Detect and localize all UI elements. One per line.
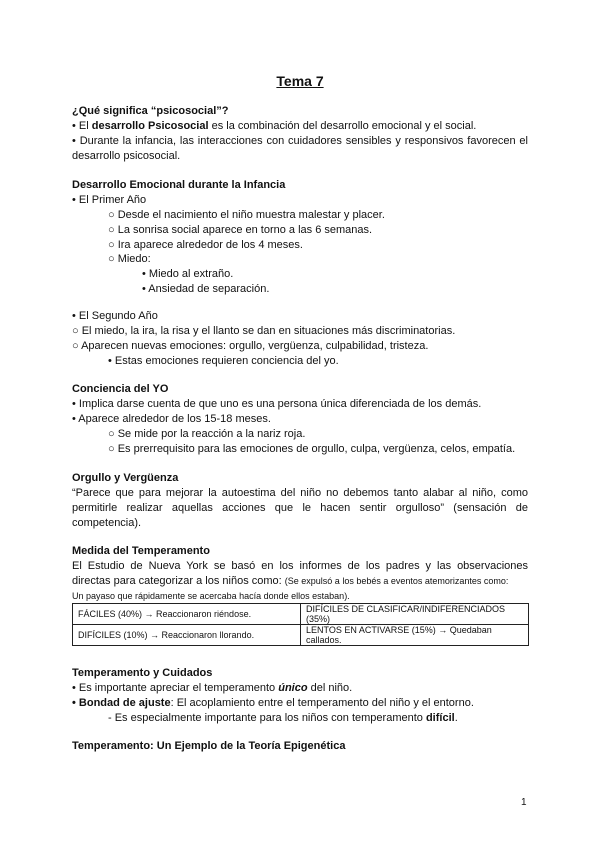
text: • El bbox=[72, 120, 92, 132]
bullet-line: • Durante la infancia, las interacciones con cuidadores sensibles y responsivos favorecen el bbox=[72, 135, 528, 147]
bullet-line bbox=[72, 696, 474, 710]
section-heading: Temperamento: Un Ejemplo de la Teoría Epigenética bbox=[72, 740, 346, 752]
table-cell: LENTOS EN ACTIVARSE (15%) → Quedaban callados. bbox=[301, 625, 529, 646]
bold-term: desarrollo Psicosocial bbox=[91, 120, 209, 132]
text-line bbox=[72, 574, 508, 588]
list-item: ○ Es prerrequisito para las emociones de orgullo, culpa, vergüenza, celos, empatía. bbox=[108, 443, 516, 455]
text: directas para categorizar a los niños como: bbox=[72, 575, 285, 587]
text-line: desarrollo psicosocial. bbox=[72, 150, 181, 162]
list-item: • Miedo al extraño. bbox=[142, 268, 234, 280]
list-item: ○ Se mide por la reacción a la nariz roja. bbox=[108, 428, 306, 440]
temperament-table bbox=[72, 603, 529, 646]
list-item: ○ El miedo, la ira, la risa y el llanto se dan en situaciones más discriminatorias. bbox=[72, 325, 456, 337]
text: es la combinación del desarrollo emocional y el social. bbox=[208, 120, 477, 132]
table-cell: DIFÍCILES (10%) → Reaccionaron llorando. bbox=[73, 625, 301, 646]
section-heading: Orgullo y Vergüenza bbox=[72, 472, 179, 484]
section-heading: Conciencia del YO bbox=[72, 383, 169, 395]
note: (Se expulsó a los bebés a eventos atemorizantes como: bbox=[284, 576, 509, 586]
list-item bbox=[108, 711, 458, 725]
bullet-line: • Implica darse cuenta de que uno es una persona única diferenciada de los demás. bbox=[72, 398, 482, 410]
section-heading: ¿Qué significa “psicosocial”? bbox=[72, 105, 229, 117]
bullet-line: • El Primer Año bbox=[72, 194, 147, 206]
text: : El acoplamiento entre el temperamento del niño y el entorno. bbox=[170, 697, 474, 709]
list-item: • Estas emociones requieren conciencia del yo. bbox=[108, 355, 339, 367]
list-item: ○ La sonrisa social aparece en torno a las 6 semanas. bbox=[108, 224, 373, 236]
table-cell: DIFÍCILES DE CLASIFICAR/INDIFERENCIADOS (35%) bbox=[301, 604, 529, 625]
text: . bbox=[454, 712, 458, 724]
section-heading: Temperamento y Cuidados bbox=[72, 667, 213, 679]
table-row bbox=[73, 625, 529, 646]
emphasis: único bbox=[278, 682, 308, 694]
list-item: ○ Ira aparece alrededor de los 4 meses. bbox=[108, 239, 303, 251]
page-number: 1 bbox=[521, 797, 527, 808]
list-item: ○ Miedo: bbox=[108, 253, 151, 265]
list-item: • Ansiedad de separación. bbox=[142, 283, 270, 295]
text-line: El Estudio de Nueva York se basó en los informes de los padres y las observaciones bbox=[72, 560, 528, 572]
section-heading: Desarrollo Emocional durante la Infancia bbox=[72, 179, 286, 191]
table-row bbox=[73, 604, 529, 625]
bold-term: difícil bbox=[425, 712, 455, 724]
note-line: Un payaso que rápidamente se acercaba hacía donde ellos estaban). bbox=[72, 591, 350, 601]
bullet-line bbox=[72, 119, 476, 133]
quote-line: competencia). bbox=[72, 517, 142, 529]
list-item: ○ Desde el nacimiento el niño muestra malestar y placer. bbox=[108, 209, 385, 221]
text: - Es especialmente importante para los niños con temperamento bbox=[108, 712, 426, 724]
section-heading: Medida del Temperamento bbox=[72, 545, 210, 557]
quote-line: “Parece que para mejorar la autoestima del niño no debemos tanto alabar al niño, como bbox=[72, 487, 528, 499]
table-cell: FÁCILES (40%) → Reaccionaron riéndose. bbox=[73, 604, 301, 625]
text: del niño. bbox=[307, 682, 353, 694]
page-title: Tema 7 bbox=[276, 73, 324, 89]
bullet-line bbox=[72, 681, 352, 695]
quote-line: permitirle realizar aquellas acciones que le hacen sentir orgulloso” (sensación de bbox=[72, 502, 528, 514]
text: • Es importante apreciar el temperamento bbox=[72, 682, 279, 694]
bullet-line: • Aparece alrededor de los 15-18 meses. bbox=[72, 413, 271, 425]
bold-term: • Bondad de ajuste bbox=[72, 697, 171, 709]
list-item: ○ Aparecen nuevas emociones: orgullo, vergüenza, culpabilidad, tristeza. bbox=[72, 340, 429, 352]
bullet-line: • El Segundo Año bbox=[72, 310, 158, 322]
